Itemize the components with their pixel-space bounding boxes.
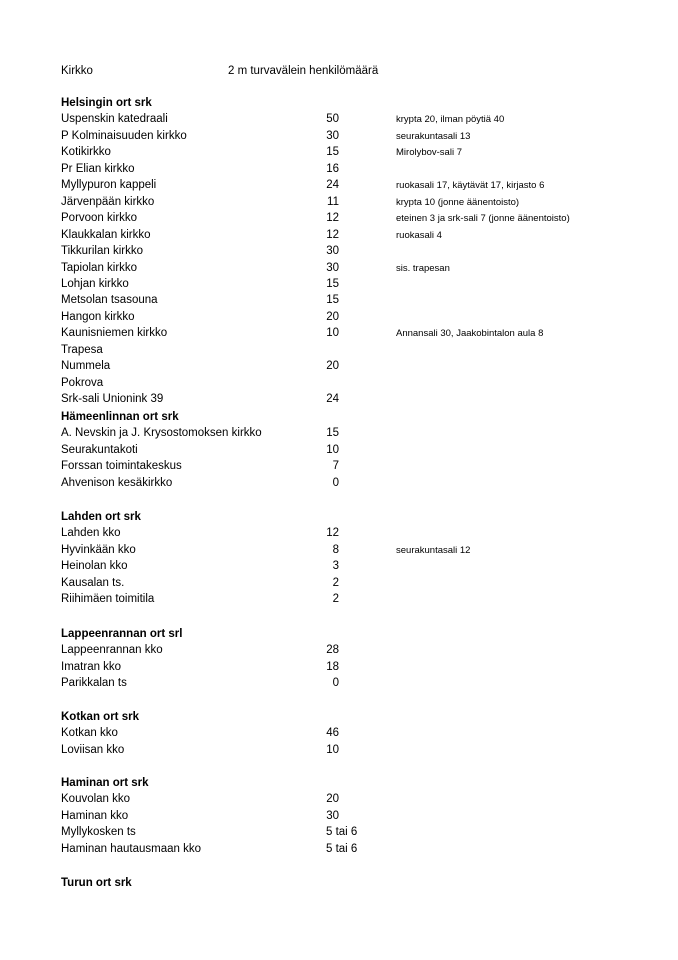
section-heading: Hämeenlinnan ort srk xyxy=(61,411,179,423)
capacity-count: 3 xyxy=(332,560,339,572)
church-name: Lappeenrannan kko xyxy=(61,644,163,656)
church-name: Tikkurilan kirkko xyxy=(61,245,144,257)
church-name: Myllypuron kappeli xyxy=(61,179,157,191)
church-name: Nummela xyxy=(61,360,111,372)
church-name: Kausalan ts. xyxy=(61,577,125,589)
capacity-count: 15 xyxy=(326,294,339,306)
capacity-count: 7 xyxy=(332,460,339,472)
church-name: Srk-sali Unionink 39 xyxy=(61,393,164,405)
capacity-note: krypta 20, ilman pöytiä 40 xyxy=(396,114,505,125)
capacity-count: 5 tai 6 xyxy=(326,826,358,838)
capacity-note: ruokasali 17, käytävät 17, kirjasto 6 xyxy=(396,180,545,191)
section-heading: Lahden ort srk xyxy=(61,511,141,523)
column-header-church: Kirkko xyxy=(61,65,93,77)
church-name: Parikkalan ts xyxy=(61,677,127,689)
capacity-count: 10 xyxy=(326,327,339,339)
church-name: Uspenskin katedraali xyxy=(61,113,168,125)
church-name: Klaukkalan kirkko xyxy=(61,229,151,241)
capacity-note: sis. trapesan xyxy=(396,263,450,274)
capacity-count: 10 xyxy=(326,744,339,756)
church-name: Lohjan kirkko xyxy=(61,278,129,290)
church-name: Kouvolan kko xyxy=(61,793,131,805)
church-name: Lahden kko xyxy=(61,527,121,539)
section-heading: Haminan ort srk xyxy=(61,777,149,789)
capacity-count: 2 xyxy=(332,593,339,605)
church-name: Imatran kko xyxy=(61,661,122,673)
capacity-count: 0 xyxy=(332,677,339,689)
capacity-count: 8 xyxy=(332,544,339,556)
church-name: Pokrova xyxy=(61,377,104,389)
church-name: Hyvinkään kko xyxy=(61,544,136,556)
church-name: Tapiolan kirkko xyxy=(61,262,138,274)
capacity-count: 24 xyxy=(326,179,339,191)
church-name: Myllykosken ts xyxy=(61,826,136,838)
church-name: Ahvenison kesäkirkko xyxy=(61,477,173,489)
capacity-count: 46 xyxy=(326,727,339,739)
capacity-count: 10 xyxy=(326,444,339,456)
capacity-count: 30 xyxy=(326,130,339,142)
church-name: Porvoon kirkko xyxy=(61,212,138,224)
capacity-note: seurakuntasali 12 xyxy=(396,545,471,556)
capacity-count: 12 xyxy=(326,212,339,224)
section-heading: Kotkan ort srk xyxy=(61,711,139,723)
church-name: Loviisan kko xyxy=(61,744,125,756)
capacity-count: 0 xyxy=(332,477,339,489)
capacity-count: 30 xyxy=(326,810,339,822)
capacity-count: 20 xyxy=(326,360,339,372)
section-heading: Lappeenrannan ort srl xyxy=(61,628,183,640)
church-name: Pr Elian kirkko xyxy=(61,163,135,175)
capacity-note: Mirolybov-sali 7 xyxy=(396,147,462,158)
capacity-note: Annansali 30, Jaakobintalon aula 8 xyxy=(396,328,544,339)
capacity-note: seurakuntasali 13 xyxy=(396,131,471,142)
capacity-count: 30 xyxy=(326,245,339,257)
capacity-count: 20 xyxy=(326,793,339,805)
capacity-note: krypta 10 (jonne äänentoisto) xyxy=(396,197,520,208)
church-name: Haminan kko xyxy=(61,810,129,822)
church-name: Metsolan tsasouna xyxy=(61,294,158,306)
capacity-count: 30 xyxy=(326,262,339,274)
church-name: Kaunisniemen kirkko xyxy=(61,327,168,339)
capacity-note: eteinen 3 ja srk-sali 7 (jonne äänentoisto) xyxy=(396,213,570,224)
church-name: Kotkan kko xyxy=(61,727,118,739)
capacity-count: 18 xyxy=(326,661,339,673)
section-heading: Turun ort srk xyxy=(61,877,132,889)
church-name: P Kolminaisuuden kirkko xyxy=(61,130,187,142)
church-name: Kotikirkko xyxy=(61,146,111,158)
church-name: Haminan hautausmaan kko xyxy=(61,843,201,855)
capacity-count: 11 xyxy=(327,196,339,208)
column-header-capacity: 2 m turvavälein henkilömäärä xyxy=(228,65,379,77)
church-name: A. Nevskin ja J. Krysostomoksen kirkko xyxy=(61,427,262,439)
church-name: Forssan toimintakeskus xyxy=(61,460,182,472)
capacity-count: 2 xyxy=(332,577,339,589)
capacity-count: 12 xyxy=(326,229,339,241)
church-name: Riihimäen toimitila xyxy=(61,593,155,605)
church-name: Trapesa xyxy=(61,344,103,356)
capacity-count: 15 xyxy=(326,278,339,290)
section-heading: Helsingin ort srk xyxy=(61,97,152,109)
capacity-count: 20 xyxy=(326,311,339,323)
church-name: Seurakuntakoti xyxy=(61,444,138,456)
church-name: Järvenpään kirkko xyxy=(61,196,155,208)
capacity-count: 5 tai 6 xyxy=(326,843,358,855)
capacity-count: 50 xyxy=(326,113,339,125)
church-name: Heinolan kko xyxy=(61,560,128,572)
capacity-note: ruokasali 4 xyxy=(396,230,442,241)
capacity-count: 15 xyxy=(326,427,339,439)
capacity-count: 15 xyxy=(326,146,339,158)
capacity-count: 28 xyxy=(326,644,339,656)
capacity-count: 12 xyxy=(326,527,339,539)
capacity-count: 16 xyxy=(326,163,339,175)
church-name: Hangon kirkko xyxy=(61,311,135,323)
capacity-count: 24 xyxy=(326,393,339,405)
